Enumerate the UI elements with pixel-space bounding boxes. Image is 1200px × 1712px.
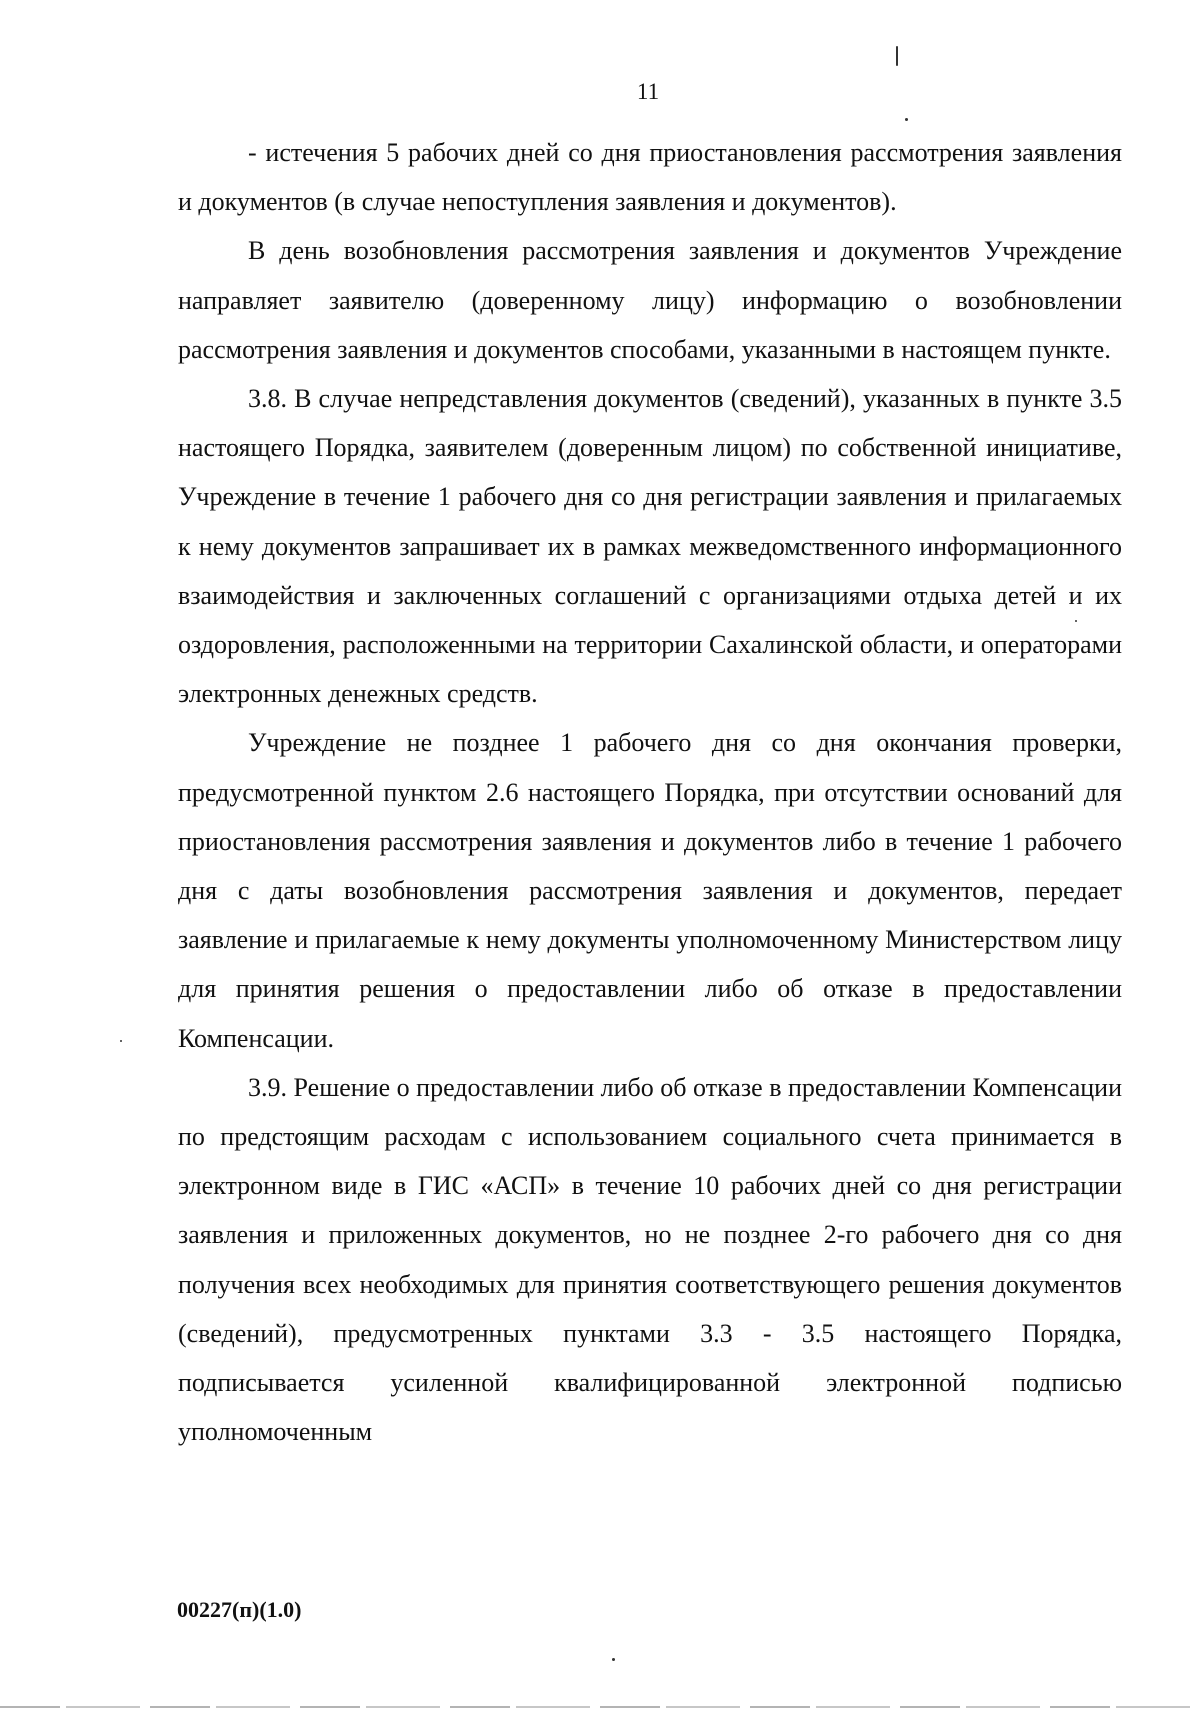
paragraph-suspension-expiry: - истечения 5 рабочих дней со дня приостановления рассмотрения заявления и документов (в случае непоступления заявления и документов). [178, 138, 1122, 217]
scan-speck [120, 1040, 122, 1042]
document-body [178, 128, 1122, 1456]
scan-speck [1075, 620, 1077, 622]
scan-speck [905, 118, 908, 121]
paragraph-resumption-notice: В день возобновления рассмотрения заявления и документов Учреждение направляет заявителю (доверенному лицу) информацию о возобновлении рассмотрения заявления и документов способами, указанными в настоящем пункте. [178, 236, 1122, 364]
document-code: 00227(п)(1.0) [177, 1597, 302, 1622]
paragraph-transfer-to-ministry: Учреждение не позднее 1 рабочего дня со дня окончания проверки, предусмотренной пунктом 2.6 настоящего Порядка, при отсутствии оснований для приостановления рассмотрения заявления и документов либо в течение 1 рабочего дня с даты возобновления рассмотрения заявления и документов, передает заявление и прилагаемые к нему документы уполномоченному Министерством лицу для принятия решения о предоставлении либо об отказе в предоставлении Компенсации. [178, 728, 1122, 1053]
scan-edge-line [0, 1706, 1200, 1708]
paragraph-clause-3-9: 3.9. Решение о предоставлении либо об отказе в предоставлении Компенсации по предстоящим расходам с использованием социального счета принимается в электронном виде в ГИС «АСП» в течение 10 рабочих дней со дня регистрации заявления и приложенных документов, но не позднее 2-го рабочего дня со дня получения всех необходимых для принятия соответствующего решения документов (сведений), предусмотренных пунктами 3.3 - 3.5 настоящего Порядка, подписывается усиленной квалифицированной электронной подписью уполномоченным [178, 1072, 1122, 1447]
page-number: 11 [636, 79, 660, 104]
scan-speck [612, 1658, 615, 1661]
paragraph-clause-3-8: 3.8. В случае непредставления документов (сведений), указанных в пункте 3.5 настоящего Порядка, заявителем (доверенным лицом) по собственной инициативе, Учреждение в течение 1 рабочего дня со дня регистрации заявления и прилагаемых к нему документов запрашивает их в рамках межведомственного информационного взаимодействия и заключенных соглашений с организациями отдыха детей и их оздоровления, расположенными на территории Сахалинской области, и операторами электронных денежных средств. [178, 384, 1122, 709]
scan-speck [896, 46, 898, 66]
